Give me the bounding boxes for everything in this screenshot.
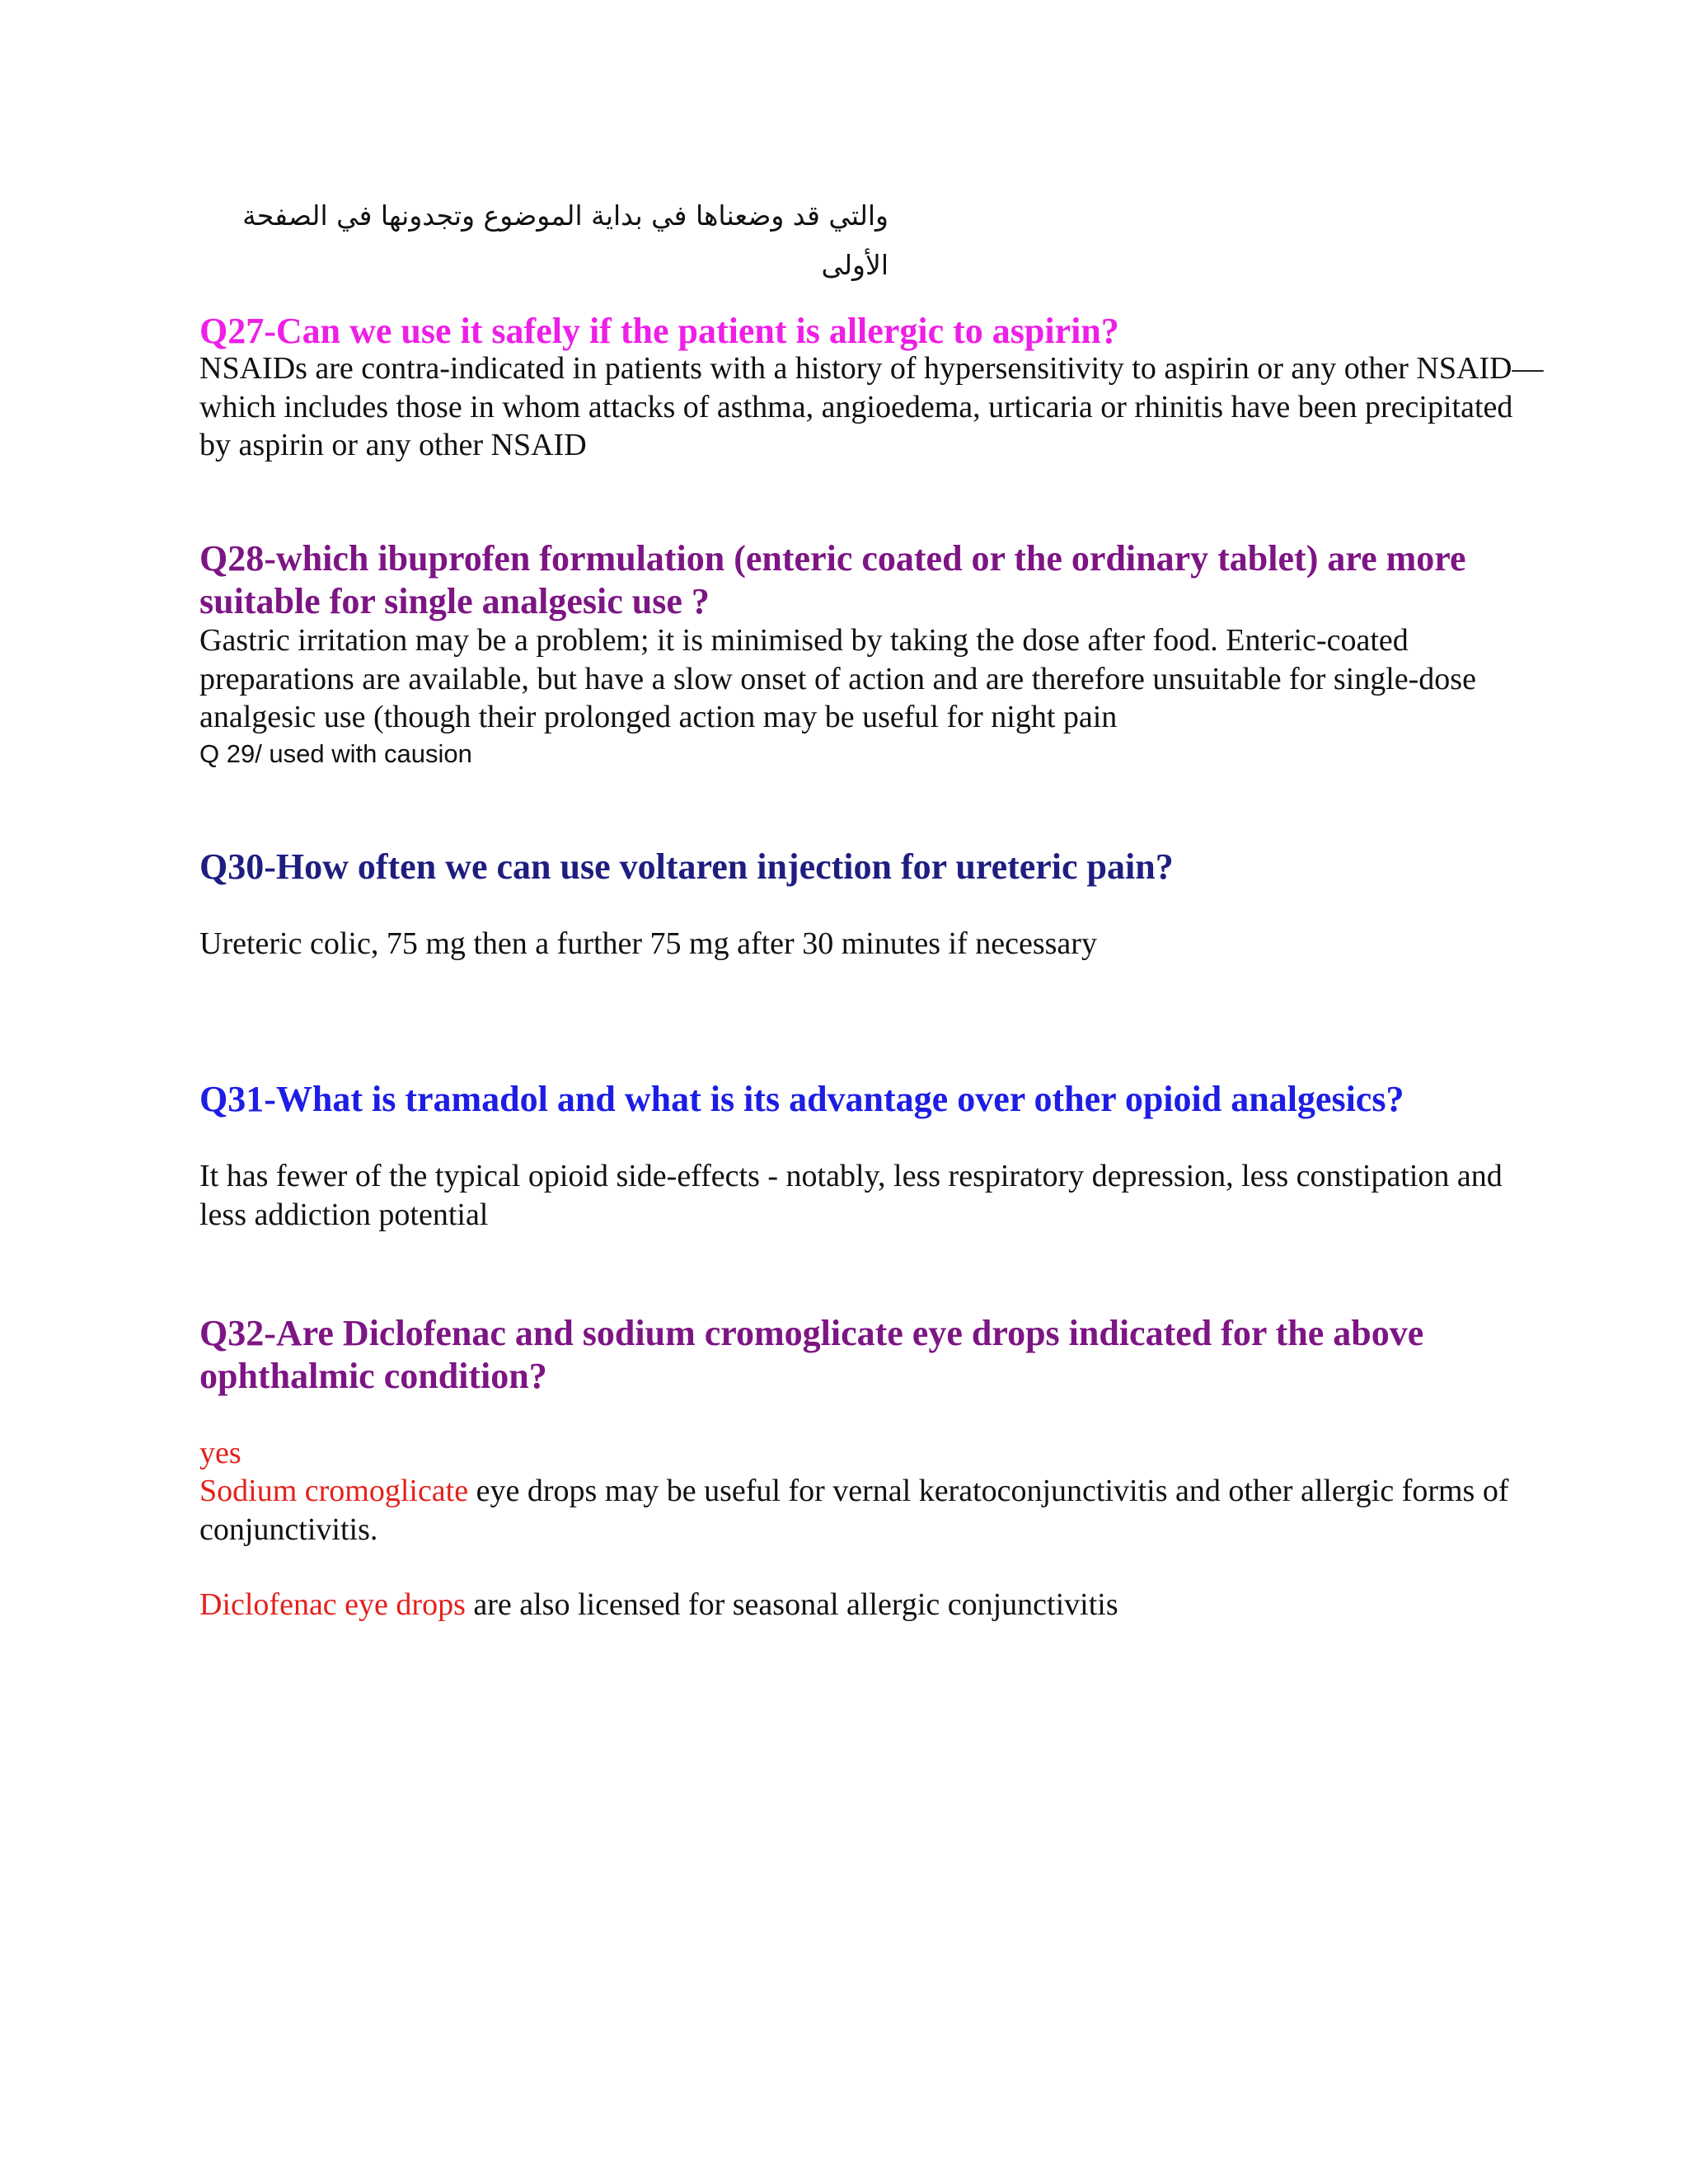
q32-cromoglicate-paragraph	[199, 1472, 1551, 1549]
q31-heading: Q31-What is tramadol and what is its advantage over other opioid analgesics?	[199, 1079, 1404, 1119]
q32-short-answer: yes	[199, 1436, 241, 1470]
q32-heading: Q32-Are Diclofenac and sodium cromoglicate eye drops indicated for the above ophthalmic condition?	[199, 1313, 1424, 1396]
q30-heading: Q30-How often we can use voltaren injection for ureteric pain?	[199, 846, 1174, 887]
cromoglicate-description: eye drops may be useful for vernal keratoconjunctivitis and other allergic forms of conjunctivitis.	[199, 1474, 1509, 1547]
q29-note: Q 29/ used with causion	[199, 739, 472, 768]
arabic-intro-note: والتي قد وضعناها في بداية الموضوع وتجدونها في الصفحة الأولى	[242, 199, 889, 281]
diclofenac-term: Diclofenac eye drops	[199, 1587, 466, 1622]
diclofenac-description: are also licensed for seasonal allergic conjunctivitis	[465, 1587, 1118, 1622]
q27-heading: Q27-Can we use it safely if the patient is allergic to aspirin?	[199, 311, 1119, 351]
q28-answer: Gastric irritation may be a problem; it is minimised by taking the dose after food. Enteric-coated preparations are available, but have a slow onset of action and are therefore unsuitable for single-dose analgesic use (though their prolonged action may be useful for night pain	[199, 623, 1476, 734]
q28-heading: Q28-which ibuprofen formulation (enteric coated or the ordinary tablet) are more suitable for single analgesic use ?	[199, 538, 1466, 621]
q32-diclofenac-paragraph	[199, 1586, 1551, 1624]
cromoglicate-term: Sodium cromoglicate	[199, 1474, 469, 1508]
q31-answer: It has fewer of the typical opioid side-effects - notably, less respiratory depression, less constipation and less addiction potential	[199, 1159, 1503, 1232]
q30-answer: Ureteric colic, 75 mg then a further 75 mg after 30 minutes if necessary	[199, 926, 1097, 961]
q27-answer: NSAIDs are contra-indicated in patients with a history of hypersensitivity to aspirin or any other NSAID—which includes those in whom attacks of asthma, angioedema, urticaria or rhinitis have been precipitated by aspirin or any other NSAID	[199, 351, 1544, 462]
